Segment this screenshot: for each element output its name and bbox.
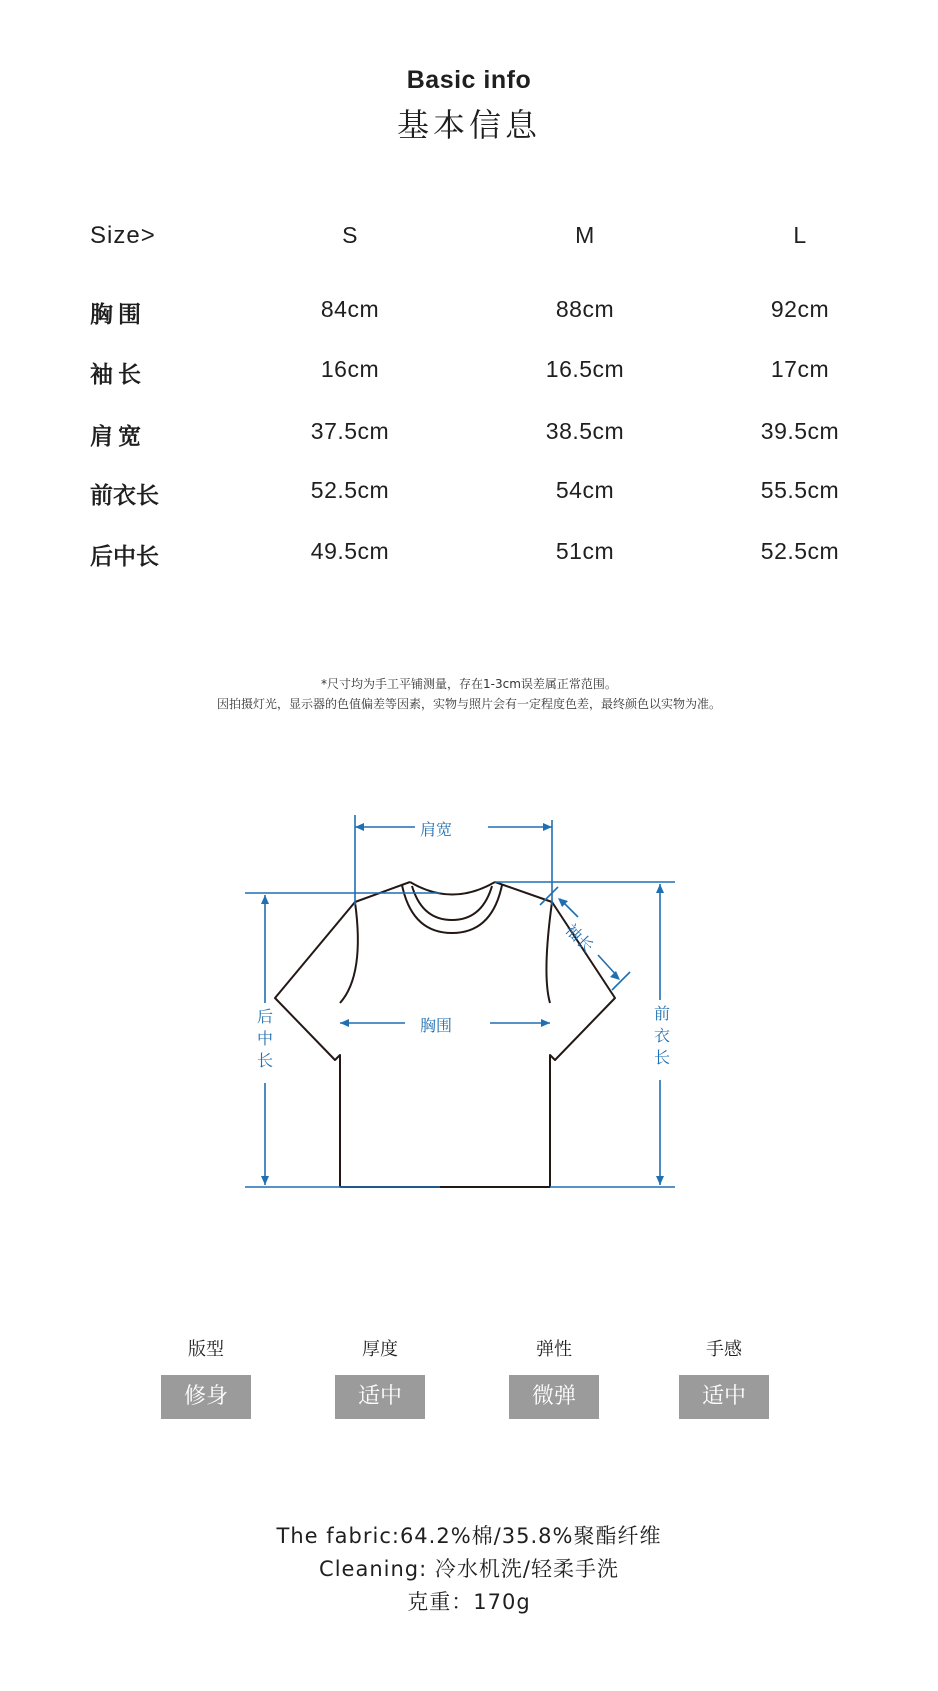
table-cell: 39.5cm — [760, 418, 840, 444]
measurement-lines — [245, 815, 675, 1187]
table-cell: 17cm — [770, 356, 830, 382]
size-header-row — [0, 222, 938, 262]
back-length-label: 后中长 — [256, 1007, 273, 1070]
table-cell: 16cm — [320, 356, 380, 382]
size-m-header: M — [575, 222, 595, 248]
table-cell: 16.5cm — [545, 356, 625, 382]
color-note: 因拍摄灯光，显示器的色值偏差等因素，实物与照片会有一定程度色差，最终颜色以实物为准。 — [216, 697, 721, 711]
row-label-front-length: 前衣长 — [90, 483, 159, 509]
table-cell: 84cm — [320, 296, 380, 322]
attr-elasticity-value: 微弹 — [509, 1375, 599, 1419]
table-cell: 52.5cm — [310, 477, 390, 503]
sleeve-length-label: 袖长 — [561, 920, 598, 957]
table-row — [0, 418, 938, 458]
fabric-weight: 克重：170g — [407, 1590, 531, 1614]
table-row — [0, 477, 938, 517]
attr-thickness-value: 适中 — [335, 1375, 425, 1419]
attr-fit-label: 版型 — [188, 1339, 224, 1360]
table-cell: 54cm — [555, 477, 615, 503]
table-cell: 38.5cm — [545, 418, 625, 444]
measurement-note: *尺寸均为手工平铺测量，存在1-3cm误差属正常范围。 — [321, 677, 617, 691]
attr-feel-value: 适中 — [679, 1375, 769, 1419]
row-label-chest: 胸围 — [90, 302, 146, 328]
table-cell: 52.5cm — [760, 538, 840, 564]
shoulder-width-label: 肩宽 — [420, 820, 453, 839]
table-cell: 51cm — [555, 538, 615, 564]
front-length-label: 前衣长 — [653, 1004, 670, 1067]
chest-label: 胸围 — [420, 1016, 453, 1035]
table-cell: 55.5cm — [760, 477, 840, 503]
table-row — [0, 538, 938, 578]
table-cell: 88cm — [555, 296, 615, 322]
cleaning-instructions: Cleaning: 冷水机洗/轻柔手洗 — [319, 1557, 619, 1581]
size-header-label: Size> — [90, 222, 156, 249]
attr-fit-value: 修身 — [161, 1375, 251, 1419]
row-label-shoulder: 肩宽 — [90, 424, 146, 450]
tshirt-measurement-diagram — [240, 815, 700, 1215]
fabric-composition: The fabric:64.2%棉/35.8%聚酯纤维 — [276, 1524, 662, 1548]
title-chinese: 基本信息 — [396, 106, 541, 144]
size-s-header: S — [342, 222, 358, 248]
size-l-header: L — [793, 222, 807, 248]
attr-elasticity-label: 弹性 — [536, 1339, 572, 1360]
table-cell: 49.5cm — [310, 538, 390, 564]
attr-feel-label: 手感 — [706, 1339, 742, 1360]
table-row — [0, 296, 938, 336]
row-label-sleeve: 袖长 — [90, 362, 146, 388]
title-english: Basic info — [406, 66, 532, 94]
table-row — [0, 356, 938, 396]
table-cell: 92cm — [770, 296, 830, 322]
table-cell: 37.5cm — [310, 418, 390, 444]
attr-thickness-label: 厚度 — [362, 1339, 398, 1360]
measurement-arrowheads — [261, 823, 664, 1185]
row-label-back-length: 后中长 — [90, 544, 159, 570]
